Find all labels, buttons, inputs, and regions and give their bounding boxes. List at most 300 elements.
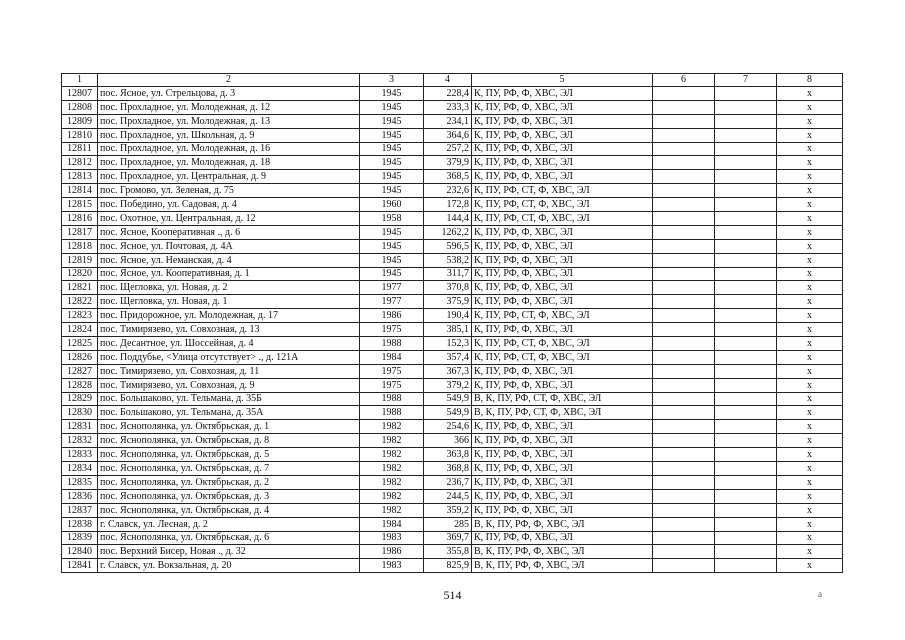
row-number-cell: 12834 <box>62 462 98 476</box>
elements-cell: К, ПУ, РФ, Ф, ХВС, ЭЛ <box>472 323 653 337</box>
col7-cell <box>715 142 777 156</box>
column-header-3: 3 <box>360 74 424 87</box>
address-cell: пос. Десантное, ул. Шоссейная, д. 4 <box>98 337 360 351</box>
elements-cell: К, ПУ, РФ, Ф, ХВС, ЭЛ <box>472 281 653 295</box>
mark-cell: х <box>777 128 843 142</box>
year-cell: 1945 <box>360 128 424 142</box>
year-cell: 1984 <box>360 350 424 364</box>
mark-cell: х <box>777 337 843 351</box>
mark-cell: х <box>777 156 843 170</box>
col6-cell <box>653 364 715 378</box>
elements-cell: К, ПУ, РФ, СТ, Ф, ХВС, ЭЛ <box>472 212 653 226</box>
col6-cell <box>653 406 715 420</box>
col7-cell <box>715 434 777 448</box>
table-row <box>62 309 843 323</box>
elements-cell: К, ПУ, РФ, Ф, ХВС, ЭЛ <box>472 142 653 156</box>
address-cell: пос. Щегловка, ул. Новая, д. 2 <box>98 281 360 295</box>
address-cell: пос. Большаково, ул. Тельмана, д. 35А <box>98 406 360 420</box>
table-row <box>62 198 843 212</box>
year-cell: 1945 <box>360 170 424 184</box>
elements-cell: К, ПУ, РФ, Ф, ХВС, ЭЛ <box>472 531 653 545</box>
row-number-cell: 12819 <box>62 253 98 267</box>
year-cell: 1982 <box>360 434 424 448</box>
col6-cell <box>653 128 715 142</box>
col6-cell <box>653 378 715 392</box>
area-cell: 538,2 <box>424 253 472 267</box>
column-header-7: 7 <box>715 74 777 87</box>
row-number-cell: 12830 <box>62 406 98 420</box>
col6-cell <box>653 239 715 253</box>
col7-cell <box>715 212 777 226</box>
mark-cell: х <box>777 559 843 573</box>
mark-cell: х <box>777 142 843 156</box>
col6-cell <box>653 475 715 489</box>
year-cell: 1988 <box>360 392 424 406</box>
row-number-cell: 12818 <box>62 239 98 253</box>
area-cell: 364,6 <box>424 128 472 142</box>
col7-cell <box>715 420 777 434</box>
mark-cell: х <box>777 545 843 559</box>
address-cell: пос. Ясное, ул. Почтовая, д. 4А <box>98 239 360 253</box>
col7-cell <box>715 198 777 212</box>
row-number-cell: 12837 <box>62 503 98 517</box>
table-row <box>62 239 843 253</box>
mark-cell: х <box>777 378 843 392</box>
col7-cell <box>715 170 777 184</box>
table-row <box>62 295 843 309</box>
col6-cell <box>653 114 715 128</box>
mark-cell: х <box>777 87 843 101</box>
table-row <box>62 406 843 420</box>
col6-cell <box>653 448 715 462</box>
address-cell: пос. Ясное, Кооперативная ., д. 6 <box>98 225 360 239</box>
table-row <box>62 212 843 226</box>
year-cell: 1982 <box>360 448 424 462</box>
col6-cell <box>653 503 715 517</box>
elements-cell: К, ПУ, РФ, Ф, ХВС, ЭЛ <box>472 434 653 448</box>
col7-cell <box>715 267 777 281</box>
row-number-cell: 12840 <box>62 545 98 559</box>
col7-cell <box>715 239 777 253</box>
elements-cell: К, ПУ, РФ, Ф, ХВС, ЭЛ <box>472 253 653 267</box>
mark-cell: х <box>777 281 843 295</box>
row-number-cell: 12807 <box>62 87 98 101</box>
column-header-5: 5 <box>472 74 653 87</box>
address-cell: пос. Ясное, ул. Неманская, д. 4 <box>98 253 360 267</box>
table-row <box>62 531 843 545</box>
year-cell: 1982 <box>360 503 424 517</box>
elements-cell: К, ПУ, РФ, Ф, ХВС, ЭЛ <box>472 364 653 378</box>
year-cell: 1945 <box>360 253 424 267</box>
col6-cell <box>653 489 715 503</box>
col6-cell <box>653 420 715 434</box>
table-row <box>62 350 843 364</box>
table-row <box>62 475 843 489</box>
col7-cell <box>715 225 777 239</box>
elements-cell: К, ПУ, РФ, СТ, Ф, ХВС, ЭЛ <box>472 184 653 198</box>
col7-cell <box>715 406 777 420</box>
row-number-cell: 12821 <box>62 281 98 295</box>
mark-cell: х <box>777 364 843 378</box>
area-cell: 172,8 <box>424 198 472 212</box>
col6-cell <box>653 462 715 476</box>
col7-cell <box>715 87 777 101</box>
table-row <box>62 559 843 573</box>
mark-cell: х <box>777 434 843 448</box>
col6-cell <box>653 434 715 448</box>
year-cell: 1986 <box>360 545 424 559</box>
row-number-cell: 12841 <box>62 559 98 573</box>
col6-cell <box>653 323 715 337</box>
area-cell: 379,2 <box>424 378 472 392</box>
year-cell: 1945 <box>360 184 424 198</box>
row-number-cell: 12810 <box>62 128 98 142</box>
column-header-1: 1 <box>62 74 98 87</box>
address-cell: пос. Яснополянка, ул. Октябрьская, д. 8 <box>98 434 360 448</box>
col7-cell <box>715 392 777 406</box>
table-row <box>62 503 843 517</box>
address-cell: пос. Охотное, ул. Центральная, д. 12 <box>98 212 360 226</box>
elements-cell: К, ПУ, РФ, Ф, ХВС, ЭЛ <box>472 489 653 503</box>
address-cell: пос. Щегловка, ул. Новая, д. 1 <box>98 295 360 309</box>
col6-cell <box>653 531 715 545</box>
mark-cell: х <box>777 462 843 476</box>
column-header-2: 2 <box>98 74 360 87</box>
year-cell: 1986 <box>360 309 424 323</box>
area-cell: 233,3 <box>424 100 472 114</box>
col7-cell <box>715 503 777 517</box>
column-header-6: 6 <box>653 74 715 87</box>
address-cell: пос. Громово, ул. Зеленая, д. 75 <box>98 184 360 198</box>
row-number-cell: 12823 <box>62 309 98 323</box>
col7-cell <box>715 184 777 198</box>
row-number-cell: 12813 <box>62 170 98 184</box>
mark-cell: х <box>777 253 843 267</box>
elements-cell: К, ПУ, РФ, Ф, ХВС, ЭЛ <box>472 87 653 101</box>
area-cell: 152,3 <box>424 337 472 351</box>
row-number-cell: 12836 <box>62 489 98 503</box>
address-cell: г. Славск, ул. Вокзальная, д. 20 <box>98 559 360 573</box>
address-cell: пос. Прохладное, ул. Молодежная, д. 13 <box>98 114 360 128</box>
table-row <box>62 378 843 392</box>
area-cell: 254,6 <box>424 420 472 434</box>
row-number-cell: 12820 <box>62 267 98 281</box>
elements-cell: К, ПУ, РФ, Ф, ХВС, ЭЛ <box>472 462 653 476</box>
table-row <box>62 225 843 239</box>
row-number-cell: 12809 <box>62 114 98 128</box>
year-cell: 1988 <box>360 406 424 420</box>
year-cell: 1983 <box>360 531 424 545</box>
row-number-cell: 12833 <box>62 448 98 462</box>
col6-cell <box>653 392 715 406</box>
col7-cell <box>715 475 777 489</box>
mark-cell: х <box>777 323 843 337</box>
col6-cell <box>653 170 715 184</box>
col6-cell <box>653 225 715 239</box>
year-cell: 1960 <box>360 198 424 212</box>
address-cell: пос. Прохладное, ул. Молодежная, д. 18 <box>98 156 360 170</box>
row-number-cell: 12832 <box>62 434 98 448</box>
table-row <box>62 448 843 462</box>
area-cell: 285 <box>424 517 472 531</box>
address-cell: пос. Яснополянка, ул. Октябрьская, д. 2 <box>98 475 360 489</box>
year-cell: 1977 <box>360 281 424 295</box>
area-cell: 190,4 <box>424 309 472 323</box>
col7-cell <box>715 337 777 351</box>
elements-cell: К, ПУ, РФ, Ф, ХВС, ЭЛ <box>472 100 653 114</box>
area-cell: 367,3 <box>424 364 472 378</box>
col7-cell <box>715 364 777 378</box>
mark-cell: х <box>777 170 843 184</box>
col6-cell <box>653 87 715 101</box>
year-cell: 1945 <box>360 87 424 101</box>
year-cell: 1982 <box>360 489 424 503</box>
mark-cell: х <box>777 392 843 406</box>
elements-cell: К, ПУ, РФ, Ф, ХВС, ЭЛ <box>472 225 653 239</box>
table-row <box>62 100 843 114</box>
elements-cell: В, К, ПУ, РФ, Ф, ХВС, ЭЛ <box>472 559 653 573</box>
row-number-cell: 12829 <box>62 392 98 406</box>
table-row <box>62 517 843 531</box>
table-row <box>62 114 843 128</box>
col6-cell <box>653 100 715 114</box>
row-number-cell: 12828 <box>62 378 98 392</box>
area-cell: 363,8 <box>424 448 472 462</box>
address-cell: пос. Победино, ул. Садовая, д. 4 <box>98 198 360 212</box>
table-row <box>62 434 843 448</box>
table-header-row <box>62 74 843 87</box>
address-cell: пос. Яснополянка, ул. Октябрьская, д. 7 <box>98 462 360 476</box>
area-cell: 236,7 <box>424 475 472 489</box>
registry-table <box>61 73 843 573</box>
mark-cell: х <box>777 114 843 128</box>
address-cell: пос. Прохладное, ул. Молодежная, д. 16 <box>98 142 360 156</box>
year-cell: 1945 <box>360 267 424 281</box>
col6-cell <box>653 142 715 156</box>
year-cell: 1982 <box>360 420 424 434</box>
area-cell: 549,9 <box>424 392 472 406</box>
elements-cell: К, ПУ, РФ, Ф, ХВС, ЭЛ <box>472 503 653 517</box>
page-number: 514 <box>443 588 462 602</box>
address-cell: пос. Яснополянка, ул. Октябрьская, д. 6 <box>98 531 360 545</box>
year-cell: 1982 <box>360 475 424 489</box>
table-row <box>62 420 843 434</box>
address-cell: пос. Ясное, ул. Стрельцова, д. 3 <box>98 87 360 101</box>
year-cell: 1945 <box>360 114 424 128</box>
area-cell: 234,1 <box>424 114 472 128</box>
area-cell: 375,9 <box>424 295 472 309</box>
row-number-cell: 12825 <box>62 337 98 351</box>
year-cell: 1975 <box>360 364 424 378</box>
elements-cell: К, ПУ, РФ, Ф, ХВС, ЭЛ <box>472 128 653 142</box>
col7-cell <box>715 114 777 128</box>
table-row <box>62 170 843 184</box>
table-row <box>62 281 843 295</box>
elements-cell: К, ПУ, РФ, СТ, Ф, ХВС, ЭЛ <box>472 198 653 212</box>
row-number-cell: 12822 <box>62 295 98 309</box>
table-body <box>62 74 843 573</box>
col7-cell <box>715 462 777 476</box>
area-cell: 825,9 <box>424 559 472 573</box>
col7-cell <box>715 323 777 337</box>
col7-cell <box>715 378 777 392</box>
address-cell: пос. Яснополянка, ул. Октябрьская, д. 5 <box>98 448 360 462</box>
area-cell: 311,7 <box>424 267 472 281</box>
elements-cell: К, ПУ, РФ, Ф, ХВС, ЭЛ <box>472 170 653 184</box>
row-number-cell: 12824 <box>62 323 98 337</box>
year-cell: 1983 <box>360 559 424 573</box>
col6-cell <box>653 545 715 559</box>
row-number-cell: 12817 <box>62 225 98 239</box>
elements-cell: К, ПУ, РФ, СТ, Ф, ХВС, ЭЛ <box>472 337 653 351</box>
col6-cell <box>653 337 715 351</box>
address-cell: пос. Прохладное, ул. Молодежная, д. 12 <box>98 100 360 114</box>
row-number-cell: 12812 <box>62 156 98 170</box>
row-number-cell: 12835 <box>62 475 98 489</box>
area-cell: 244,5 <box>424 489 472 503</box>
table-row <box>62 364 843 378</box>
row-number-cell: 12815 <box>62 198 98 212</box>
table-row <box>62 142 843 156</box>
col7-cell <box>715 253 777 267</box>
col6-cell <box>653 198 715 212</box>
table-row <box>62 489 843 503</box>
col6-cell <box>653 559 715 573</box>
address-cell: пос. Верхний Бисер, Новая ., д. 32 <box>98 545 360 559</box>
year-cell: 1945 <box>360 156 424 170</box>
address-cell: пос. Большаково, ул. Тельмана, д. 35Б <box>98 392 360 406</box>
area-cell: 549,9 <box>424 406 472 420</box>
mark-cell: х <box>777 420 843 434</box>
elements-cell: К, ПУ, РФ, Ф, ХВС, ЭЛ <box>472 420 653 434</box>
area-cell: 369,7 <box>424 531 472 545</box>
table-row <box>62 462 843 476</box>
elements-cell: К, ПУ, РФ, Ф, ХВС, ЭЛ <box>472 267 653 281</box>
year-cell: 1984 <box>360 517 424 531</box>
col6-cell <box>653 267 715 281</box>
table-row <box>62 392 843 406</box>
address-cell: пос. Тимирязево, ул. Совхозная, д. 13 <box>98 323 360 337</box>
row-number-cell: 12814 <box>62 184 98 198</box>
address-cell: пос. Ясное, ул. Кооперативная, д. 1 <box>98 267 360 281</box>
elements-cell: В, К, ПУ, РФ, Ф, ХВС, ЭЛ <box>472 545 653 559</box>
area-cell: 385,1 <box>424 323 472 337</box>
column-header-8: 8 <box>777 74 843 87</box>
col7-cell <box>715 128 777 142</box>
area-cell: 355,8 <box>424 545 472 559</box>
col6-cell <box>653 156 715 170</box>
col7-cell <box>715 489 777 503</box>
address-cell: пос. Яснополянка, ул. Октябрьская, д. 3 <box>98 489 360 503</box>
table-row <box>62 87 843 101</box>
row-number-cell: 12831 <box>62 420 98 434</box>
address-cell: пос. Поддубье, <Улица отсутствует> ., д. 121А <box>98 350 360 364</box>
mark-cell: х <box>777 198 843 212</box>
mark-cell: х <box>777 309 843 323</box>
col7-cell <box>715 517 777 531</box>
elements-cell: В, К, ПУ, РФ, СТ, Ф, ХВС, ЭЛ <box>472 406 653 420</box>
elements-cell: К, ПУ, РФ, Ф, ХВС, ЭЛ <box>472 239 653 253</box>
col7-cell <box>715 309 777 323</box>
mark-cell: х <box>777 489 843 503</box>
table-row <box>62 545 843 559</box>
area-cell: 370,8 <box>424 281 472 295</box>
elements-cell: К, ПУ, РФ, СТ, Ф, ХВС, ЭЛ <box>472 350 653 364</box>
table-row <box>62 184 843 198</box>
year-cell: 1982 <box>360 462 424 476</box>
col6-cell <box>653 350 715 364</box>
address-cell: пос. Тимирязево, ул. Совхозная, д. 11 <box>98 364 360 378</box>
area-cell: 366 <box>424 434 472 448</box>
year-cell: 1945 <box>360 239 424 253</box>
elements-cell: В, К, ПУ, РФ, Ф, ХВС, ЭЛ <box>472 517 653 531</box>
mark-cell: х <box>777 350 843 364</box>
row-number-cell: 12827 <box>62 364 98 378</box>
mark-cell: х <box>777 239 843 253</box>
column-header-4: 4 <box>424 74 472 87</box>
year-cell: 1958 <box>360 212 424 226</box>
mark-cell: х <box>777 406 843 420</box>
row-number-cell: 12811 <box>62 142 98 156</box>
mark-cell: х <box>777 503 843 517</box>
area-cell: 596,5 <box>424 239 472 253</box>
mark-cell: х <box>777 184 843 198</box>
address-cell: пос. Придорожное, ул. Молодежная, д. 17 <box>98 309 360 323</box>
col6-cell <box>653 309 715 323</box>
mark-cell: х <box>777 448 843 462</box>
area-cell: 1262,2 <box>424 225 472 239</box>
col7-cell <box>715 448 777 462</box>
mark-cell: х <box>777 100 843 114</box>
address-cell: пос. Тимирязево, ул. Совхозная, д. 9 <box>98 378 360 392</box>
year-cell: 1945 <box>360 100 424 114</box>
row-number-cell: 12816 <box>62 212 98 226</box>
col7-cell <box>715 559 777 573</box>
col7-cell <box>715 156 777 170</box>
col7-cell <box>715 281 777 295</box>
row-number-cell: 12808 <box>62 100 98 114</box>
row-number-cell: 12839 <box>62 531 98 545</box>
address-cell: пос. Яснополянка, ул. Октябрьская, д. 4 <box>98 503 360 517</box>
col6-cell <box>653 517 715 531</box>
elements-cell: К, ПУ, РФ, Ф, ХВС, ЭЛ <box>472 475 653 489</box>
elements-cell: К, ПУ, РФ, Ф, ХВС, ЭЛ <box>472 448 653 462</box>
table-row <box>62 156 843 170</box>
table-row <box>62 253 843 267</box>
elements-cell: В, К, ПУ, РФ, СТ, Ф, ХВС, ЭЛ <box>472 392 653 406</box>
elements-cell: К, ПУ, РФ, Ф, ХВС, ЭЛ <box>472 378 653 392</box>
elements-cell: К, ПУ, РФ, Ф, ХВС, ЭЛ <box>472 295 653 309</box>
area-cell: 257,2 <box>424 142 472 156</box>
col7-cell <box>715 100 777 114</box>
elements-cell: К, ПУ, РФ, Ф, ХВС, ЭЛ <box>472 114 653 128</box>
area-cell: 357,4 <box>424 350 472 364</box>
year-cell: 1977 <box>360 295 424 309</box>
area-cell: 144,4 <box>424 212 472 226</box>
area-cell: 228,4 <box>424 87 472 101</box>
col6-cell <box>653 295 715 309</box>
year-cell: 1975 <box>360 323 424 337</box>
table-row <box>62 267 843 281</box>
col7-cell <box>715 350 777 364</box>
col6-cell <box>653 281 715 295</box>
col7-cell <box>715 545 777 559</box>
year-cell: 1945 <box>360 225 424 239</box>
corner-mark: a <box>818 589 822 599</box>
elements-cell: К, ПУ, РФ, Ф, ХВС, ЭЛ <box>472 156 653 170</box>
area-cell: 368,5 <box>424 170 472 184</box>
year-cell: 1988 <box>360 337 424 351</box>
